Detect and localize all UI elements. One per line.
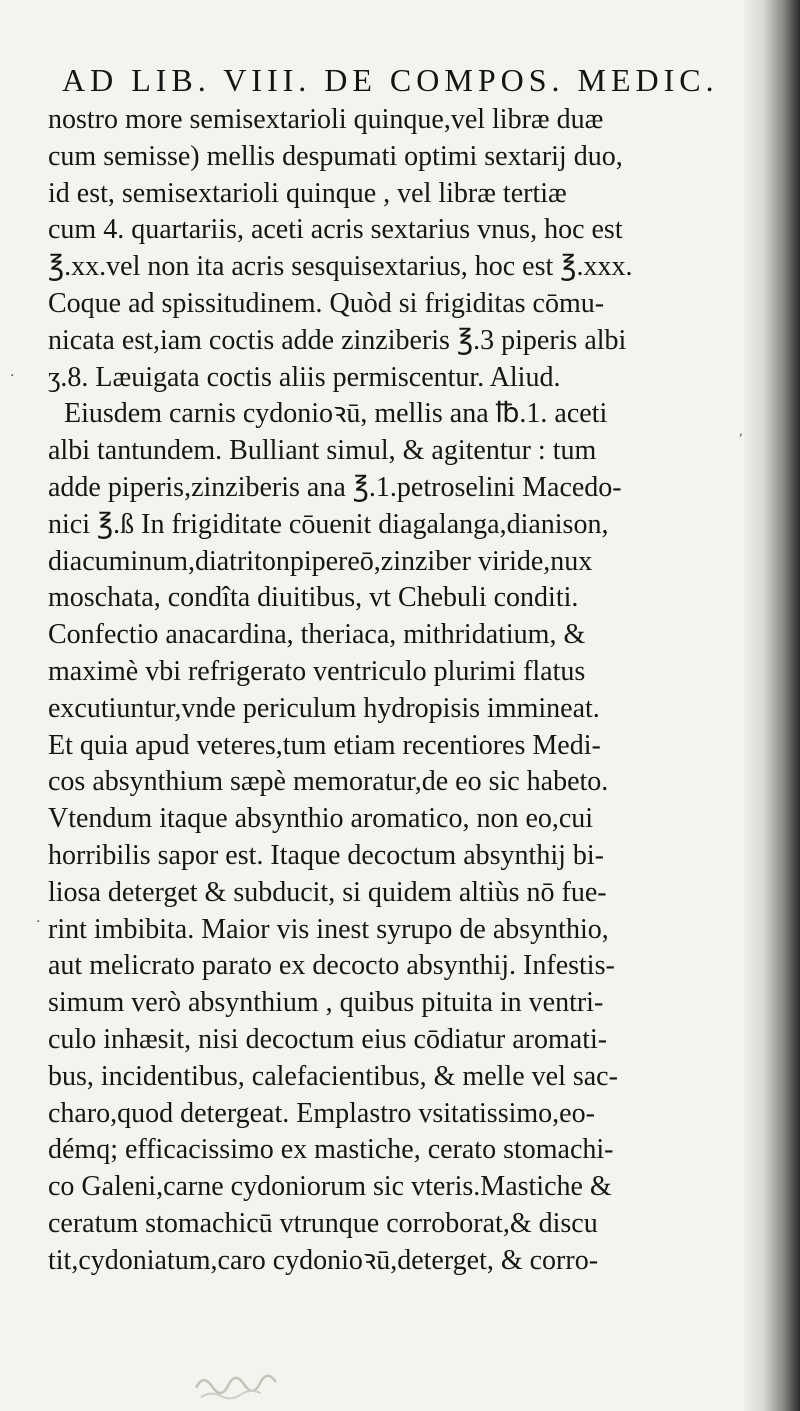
text-line: simum verò absynthium , quibus pituita in ventri- (48, 987, 604, 1019)
text-line: cum 4. quartariis, aceti acris sextarius vnus, hoc est (48, 214, 623, 246)
text-line: moschata, condîta diuitibus, vt Chebuli conditi. (48, 582, 579, 614)
text-line: tit,cydoniatum,caro cydonioꝛū,deterget, & corro- (48, 1244, 599, 1276)
text-line: excutiuntur,vnde periculum hydropisis immineat. (48, 692, 600, 724)
text-line: horribilis sapor est. Itaque decoctum absynthij bi- (48, 839, 604, 871)
text-line: Coque ad spissitudinem. Quòd si frigiditas cōmu- (48, 287, 605, 319)
text-line: Eiusdem carnis cydonioꝛū, mellis ana ℔.1. aceti (64, 398, 608, 430)
text-line: id est, semisextarioli quinque , vel libræ tertiæ (48, 177, 567, 209)
text-line: albi tantundem. Bulliant simul, & agitentur : tum (48, 435, 597, 467)
text-line: culo inhæsit, nisi decoctum eius cōdiatur aromati- (48, 1023, 608, 1055)
text-line: démq; efficacissimo ex mastiche, cerato stomachi- (48, 1134, 614, 1166)
text-line: diacuminum,diatritonpipereō,zinziber viride,nux (48, 545, 593, 577)
text-line: nostro more semisextarioli quinque,vel libræ duæ (48, 104, 604, 135)
page-gutter-shadow (744, 0, 800, 1411)
text-line: Vtendum itaque absynthio aromatico, non eo,cui (48, 803, 594, 835)
text-line: maximè vbi refrigerato ventriculo plurimi flatus (48, 655, 586, 687)
text-line: aut melicrato parato ex decocto absynthij. Infestis- (48, 950, 615, 982)
margin-speck: ʼ (738, 432, 743, 448)
body-text (48, 102, 720, 1280)
text-line: cum semisse) mellis despumati optimi sextarij duo, (48, 140, 623, 172)
text-line: Confectio anacardina, theriaca, mithridatium, & (48, 619, 586, 651)
margin-speck: · (36, 914, 41, 930)
text-line: bus, incidentibus, calefacientibus, & melle vel sac- (48, 1060, 618, 1092)
margin-speck: · (10, 368, 15, 384)
text-line: adde piperis,zinziberis ana ℥.1.petroselini Macedo- (48, 471, 622, 503)
text-line: nicata est,iam coctis adde zinziberis ℥.3 piperis albi (48, 324, 627, 356)
text-line: charo,quod detergeat. Emplastro vsitatissimo,eo- (48, 1097, 595, 1129)
text-line: liosa deterget & subducit, si quidem altiùs nō fue- (48, 876, 607, 908)
running-header: AD LIB. VIII. DE COMPOS. MEDIC. (62, 62, 719, 98)
text-line: ʒ.8. Læuigata coctis aliis permiscentur. Aliud. (48, 361, 561, 393)
text-line: rint imbibita. Maior vis inest syrupo de absynthio, (48, 913, 609, 945)
text-line: Et quia apud veteres,tum etiam recentiores Medi- (48, 729, 601, 761)
text-line: ℥.xx.vel non ita acris sesquisextarius, hoc est ℥.xxx. (48, 251, 633, 283)
text-line: cos absynthium sæpè memoratur,de eo sic habeto. (48, 766, 609, 798)
text-line: co Galeni,carne cydoniorum sic vteris.Mastiche & (48, 1171, 612, 1203)
faint-library-stamp (189, 1362, 281, 1406)
text-line: ceratum stomachicū vtrunque corroborat,& discu (48, 1207, 598, 1239)
text-line: nici ℥.ß In frigiditate cōuenit diagalanga,dianison, (48, 508, 609, 540)
